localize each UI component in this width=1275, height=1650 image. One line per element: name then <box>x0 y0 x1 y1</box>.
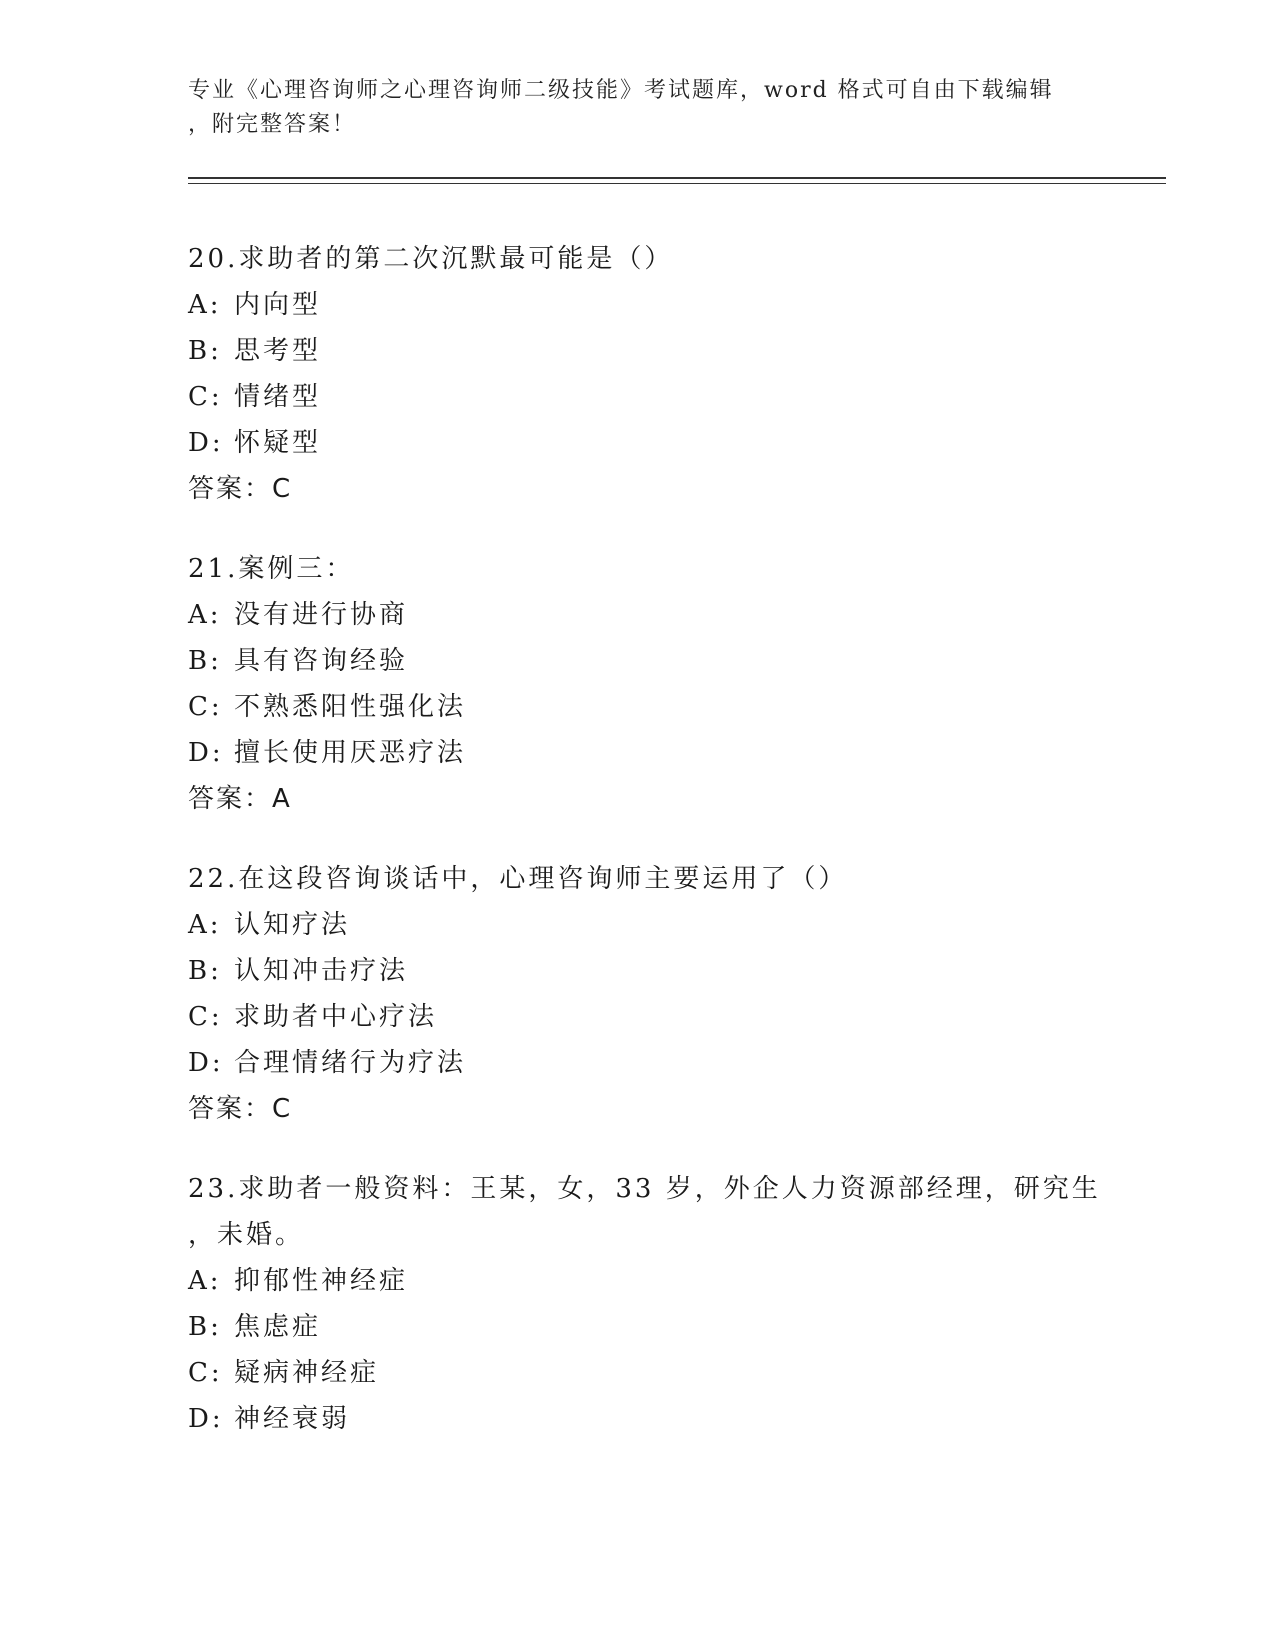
option-key: B: <box>188 956 222 986</box>
option-text: 情绪型 <box>234 382 322 412</box>
option-key: D: <box>188 738 224 768</box>
option-text: 擅长使用厌恶疗法 <box>234 738 467 768</box>
question-text <box>188 546 1148 592</box>
header-divider-thin <box>188 183 1166 184</box>
option-d <box>188 420 1148 466</box>
option-key: D: <box>188 1404 224 1434</box>
option-text: 内向型 <box>234 290 322 320</box>
header-line-2: ，附完整答案！ <box>188 112 357 137</box>
answer-line: 答案：C <box>188 474 293 504</box>
question-item <box>188 856 1148 1132</box>
option-key: D: <box>188 428 224 458</box>
option-c <box>188 684 1148 730</box>
option-key: C: <box>188 1002 223 1032</box>
option-key: B: <box>188 336 222 366</box>
header-divider-thick <box>188 177 1166 179</box>
option-d <box>188 1040 1148 1086</box>
option-d <box>188 1396 1148 1442</box>
option-text: 合理情绪行为疗法 <box>234 1048 467 1078</box>
question-text <box>188 236 1148 282</box>
option-key: B: <box>188 646 222 676</box>
option-text: 具有咨询经验 <box>234 646 409 676</box>
question-text-line: 21.案例三： <box>188 554 355 584</box>
document-header <box>188 74 1088 142</box>
option-a <box>188 1258 1148 1304</box>
option-text: 怀疑型 <box>234 428 322 458</box>
option-text: 不熟悉阳性强化法 <box>234 692 467 722</box>
option-c <box>188 1350 1148 1396</box>
question-text <box>188 1166 1148 1258</box>
option-key: C: <box>188 382 223 412</box>
question-item <box>188 236 1148 512</box>
option-key: A: <box>188 290 222 320</box>
question-text-line: 20.求助者的第二次沉默最可能是（） <box>188 244 674 274</box>
option-c <box>188 994 1148 1040</box>
question-text <box>188 856 1148 902</box>
option-c <box>188 374 1148 420</box>
answer-line: 答案：A <box>188 784 292 814</box>
question-text-line: 22.在这段咨询谈话中，心理咨询师主要运用了（） <box>188 864 848 894</box>
option-b <box>188 948 1148 994</box>
option-text: 认知疗法 <box>234 910 351 940</box>
question-text-line: 23.求助者一般资料：王某，女，33 岁，外企人力资源部经理，研究生 <box>188 1174 1101 1204</box>
option-text: 神经衰弱 <box>234 1404 351 1434</box>
option-text: 思考型 <box>234 336 322 366</box>
header-line-1: 专业《心理咨询师之心理咨询师二级技能》考试题库，word 格式可自由下载编辑 <box>188 78 1054 103</box>
option-key: D: <box>188 1048 224 1078</box>
question-item <box>188 1166 1148 1442</box>
question-text-line-2: ，未婚。 <box>188 1220 305 1250</box>
option-a <box>188 282 1148 328</box>
option-text: 焦虑症 <box>234 1312 322 1342</box>
option-b <box>188 1304 1148 1350</box>
answer-line: 答案：C <box>188 1094 293 1124</box>
option-text: 没有进行协商 <box>234 600 409 630</box>
option-b <box>188 638 1148 684</box>
option-key: C: <box>188 1358 223 1388</box>
option-text: 抑郁性神经症 <box>234 1266 409 1296</box>
option-b <box>188 328 1148 374</box>
option-key: B: <box>188 1312 222 1342</box>
option-a <box>188 902 1148 948</box>
option-key: A: <box>188 1266 222 1296</box>
option-d <box>188 730 1148 776</box>
option-text: 认知冲击疗法 <box>234 956 409 986</box>
option-key: A: <box>188 910 222 940</box>
question-item <box>188 546 1148 822</box>
option-key: C: <box>188 692 223 722</box>
option-text: 求助者中心疗法 <box>234 1002 438 1032</box>
option-a <box>188 592 1148 638</box>
option-text: 疑病神经症 <box>234 1358 380 1388</box>
question-list <box>188 236 1148 1476</box>
option-key: A: <box>188 600 222 630</box>
